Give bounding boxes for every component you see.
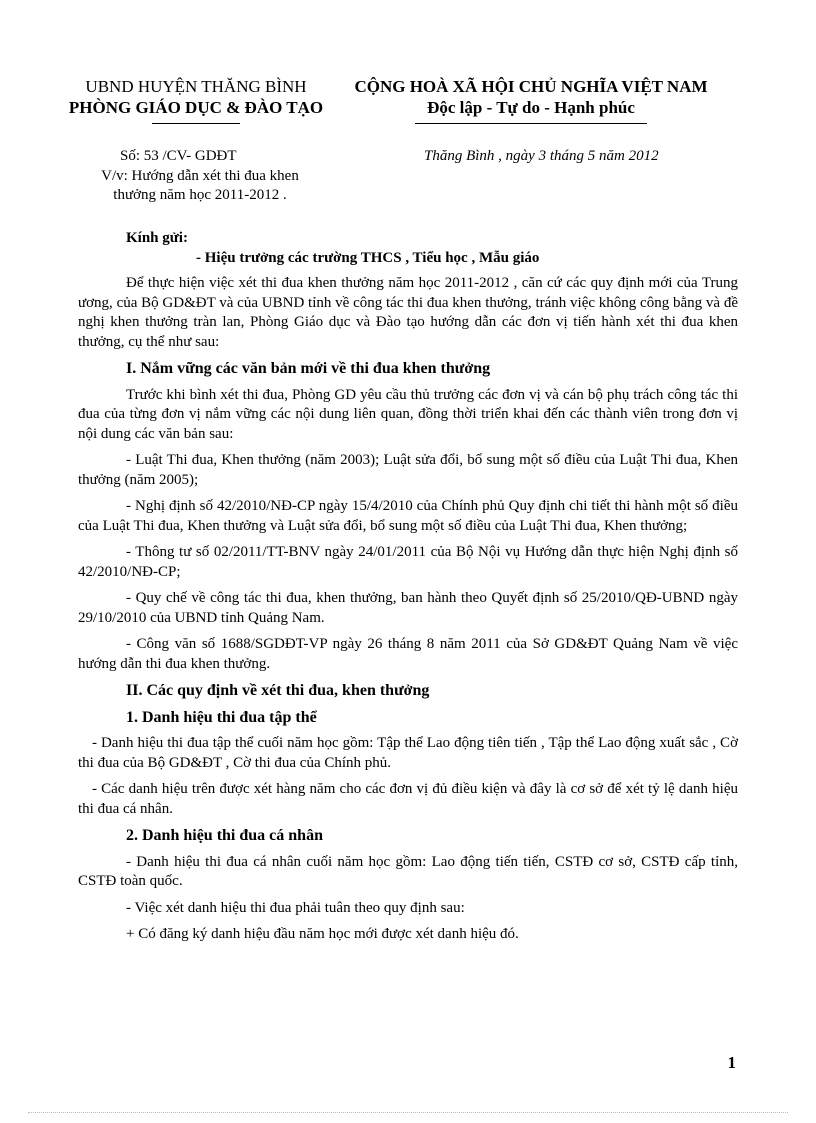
subsection-1-heading: 1. Danh hiệu thi đua tập thể bbox=[126, 708, 317, 726]
document-number: Số: 53 /CV- GDĐT bbox=[120, 148, 237, 164]
subject-line-1: V/v: Hướng dẫn xét thi đua khen bbox=[101, 168, 299, 184]
motto-underline bbox=[415, 123, 647, 124]
list-item: + Có đăng ký danh hiệu đầu năm học mới được xét danh hiệu đó. bbox=[126, 926, 519, 942]
list-item: - Việc xét danh hiệu thi đua phải tuân theo quy định sau: bbox=[126, 899, 465, 916]
list-item: - Nghị định số 42/2010/NĐ-CP ngày 15/4/2010 của Chính phủ Quy định chi tiết thi hành một số điều của Luật Thi đua, Khen thưởng và Luật sửa đổi, bổ sung một số điều của Luật Thi đua, Khen thưởng; bbox=[78, 498, 738, 534]
page-bottom-divider bbox=[28, 1112, 788, 1113]
intro-paragraph: Để thực hiện việc xét thi đua khen thưởng năm học 2011-2012 , căn cứ các quy định mới của Trung ương, của Bộ GD&ĐT và của UBND tỉnh về công tác thi đua khen thưởng, tránh việc không công bằng và đề nghị khen thưởng tràn lan, Phòng Giáo dục và Đào tạo hướng dẫn các đơn vị tiến hành xét thi đua khen thưởng, cụ thể như sau: bbox=[78, 275, 738, 350]
document-date: Thăng Bình , ngày 3 tháng 5 năm 2012 bbox=[424, 148, 659, 164]
list-item: - Quy chế về công tác thi đua, khen thưởng, ban hành theo Quyết định số 25/2010/QĐ-UBND ngày 29/10/2010 của UBND tỉnh Quảng Nam. bbox=[78, 590, 738, 626]
issuing-agency-block bbox=[58, 76, 334, 124]
list-item: - Công văn số 1688/SGDĐT-VP ngày 26 tháng 8 năm 2011 của Sở GD&ĐT Quảng Nam về việc hướng dẫn thi đua khen thưởng. bbox=[78, 636, 738, 672]
document-body bbox=[78, 229, 738, 952]
subject-line-2: thưởng năm học 2011-2012 . bbox=[113, 187, 287, 203]
page-number: 1 bbox=[727, 1053, 736, 1072]
list-item: - Luật Thi đua, Khen thưởng (năm 2003); Luật sửa đổi, bổ sung một số điều của Luật Thi đua, Khen thưởng (năm 2005); bbox=[78, 452, 738, 488]
national-motto-block bbox=[336, 76, 726, 124]
list-item: - Các danh hiệu trên được xét hàng năm cho các đơn vị đủ điều kiện và đây là cơ sở để xét tỷ lệ danh hiệu thi đua cá nhân. bbox=[78, 781, 738, 817]
motto: Độc lập - Tự do - Hạnh phúc bbox=[427, 98, 635, 117]
country-name: CỘNG HOÀ XÃ HỘI CHỦ NGHĨA VIỆT NAM bbox=[354, 77, 708, 96]
section-2-heading: II. Các quy định về xét thi đua, khen thưởng bbox=[126, 682, 430, 699]
section-1-heading: I. Nắm vững các văn bản mới về thi đua khen thưởng bbox=[126, 360, 491, 377]
agency-name: UBND HUYỆN THĂNG BÌNH bbox=[85, 77, 307, 96]
subsection-2-heading: 2. Danh hiệu thi đua cá nhân bbox=[126, 827, 323, 844]
recipient-label: Kính gửi: bbox=[126, 230, 188, 246]
list-item: - Danh hiệu thi đua tập thể cuối năm học gồm: Tập thể Lao động tiên tiến , Tập thể Lao động xuất sắc , Cờ thi đua của Bộ GD&ĐT , Cờ thi đua của Chính phủ. bbox=[78, 735, 738, 771]
list-item: - Danh hiệu thi đua cá nhân cuối năm học gồm: Lao động tiến tiến, CSTĐ cơ sở, CSTĐ cấp tỉnh, CSTĐ toàn quốc. bbox=[78, 853, 738, 889]
document-subject bbox=[75, 167, 325, 205]
department-name: PHÒNG GIÁO DỤC & ĐÀO TẠO bbox=[68, 98, 324, 117]
recipient: - Hiệu trưởng các trường THCS , Tiểu học , Mẫu giáo bbox=[196, 249, 540, 266]
agency-underline bbox=[152, 123, 240, 124]
list-item: - Thông tư số 02/2011/TT-BNV ngày 24/01/2011 của Bộ Nội vụ Hướng dẫn thực hiện Nghị định số 42/2010/NĐ-CP; bbox=[78, 544, 738, 580]
section-1-intro: Trước khi bình xét thi đua, Phòng GD yêu cầu thủ trưởng các đơn vị và cán bộ phụ trách công tác thi đua của từng đơn vị nắm vững các nội dung liên quan, đồng thời triển khai đến các thành viên trong đơn vị nội dung các văn bản sau: bbox=[78, 386, 738, 442]
